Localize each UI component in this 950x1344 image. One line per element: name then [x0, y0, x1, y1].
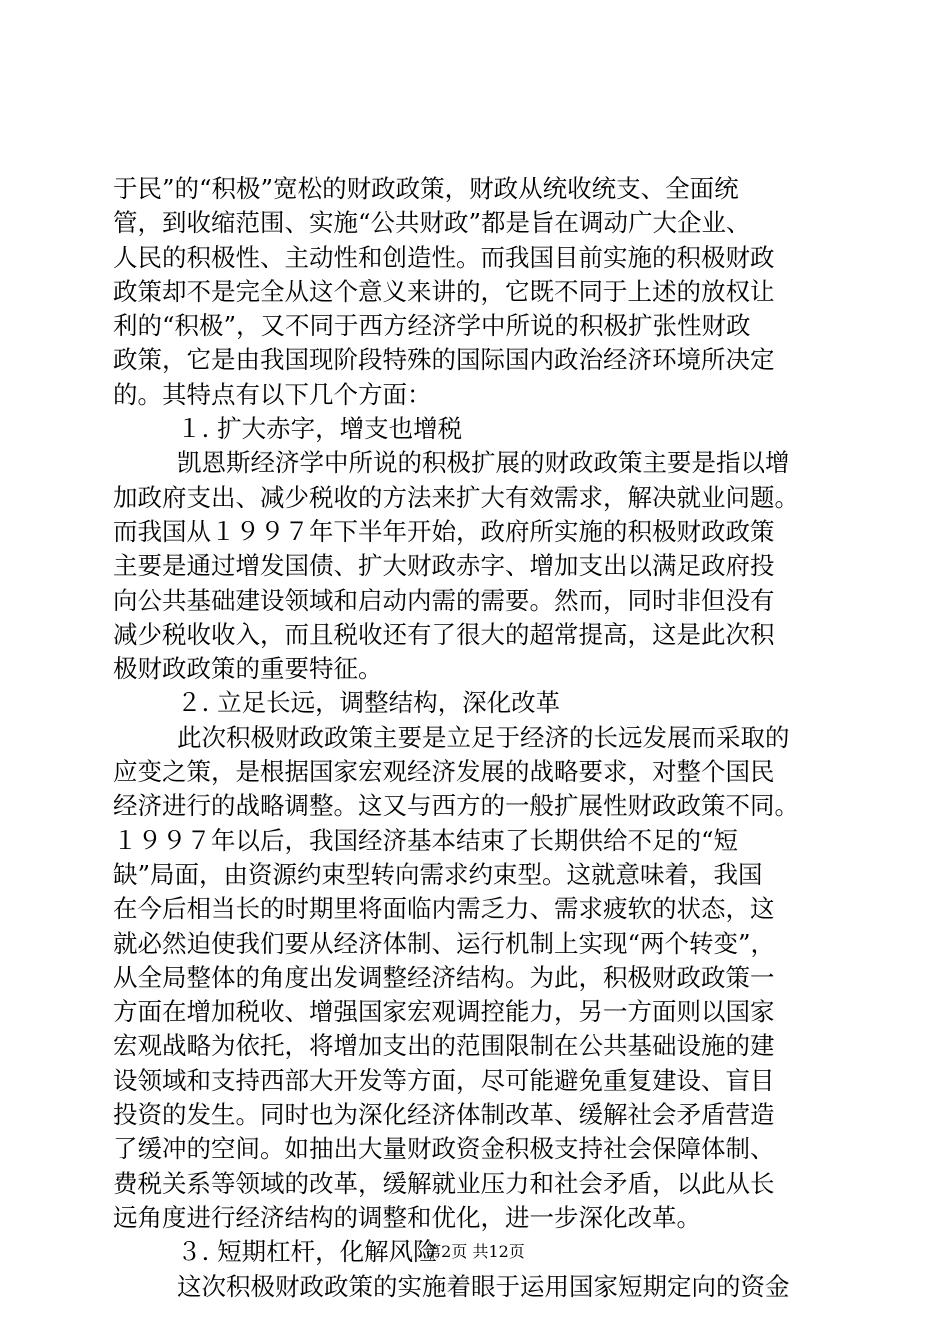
text-line: 政策，它是由我国现阶段特殊的国际国内政治经济环境所决定 [113, 345, 775, 375]
text-line: 经济进行的战略调整。这又与西方的一般扩展性财政政策不同。 [113, 791, 799, 821]
text-line: 宏观战略为依托，将增加支出的范围限制在公共基础设施的建 [113, 1031, 775, 1061]
text-line: 缺”局面，由资源约束型转向需求约束型。这就意味着，我国 [113, 859, 763, 889]
page-number-footer: 第2页 共12页 [425, 1242, 525, 1261]
text-line: 极财政政策的重要特征。 [113, 654, 383, 684]
text-line: 远角度进行经济结构的调整和优化，进一步深化改革。 [113, 1202, 701, 1232]
text-line: 人民的积极性、主动性和创造性。而我国目前实施的积极财政 [113, 242, 775, 272]
text-line: 此次积极财政政策主要是立足于经济的长远发展而采取的 [177, 722, 790, 752]
text-line: 这次积极财政政策的实施着眼于运用国家短期定向的资金 [177, 1271, 790, 1301]
text-line: 费税关系等领域的改革，缓解就业压力和社会矛盾，以此从长 [113, 1168, 775, 1198]
text-line: 政策却不是完全从这个意义来讲的，它既不同于上述的放权让 [113, 276, 775, 306]
text-line: 就必然迫使我们要从经济体制、运行机制上实现“两个转变”， [113, 928, 776, 958]
text-line: 从全局整体的角度出发调整经济结构。为此，积极财政政策一 [113, 962, 775, 992]
section-heading: ３. 短期杠杆，化解风险 [177, 1237, 438, 1267]
text-line: 减少税收收入，而且税收还有了很大的超常提高，这是此次积 [113, 619, 775, 649]
text-line: 投资的发生。同时也为深化经济体制改革、缓解社会矛盾营造 [113, 1100, 775, 1130]
text-line: 而我国从１９９７年下半年开始，政府所实施的积极财政政策 [113, 516, 775, 546]
text-line: 利的“积极”，又不同于西方经济学中所说的积极扩张性财政 [113, 311, 751, 341]
text-line: 于民”的“积极”宽松的财政政策，财政从统收统支、全面统 [113, 174, 739, 203]
text-line: 的。其特点有以下几个方面： [113, 379, 432, 409]
section-heading: ２. 立足长远，调整结构，深化改革 [177, 688, 561, 718]
text-line: 在今后相当长的时期里将面临内需乏力、需求疲软的状态，这 [113, 894, 775, 924]
text-line: 应变之策，是根据国家宏观经济发展的战略要求，对整个国民 [113, 757, 775, 787]
text-line: １９９７年以后，我国经济基本结束了长期供给不足的“短 [113, 825, 739, 855]
text-line: 管，到收缩范围、实施“公共财政”都是旨在调动广大企业、 [113, 208, 751, 238]
text-line: 加政府支出、减少税收的方法来扩大有效需求，解决就业问题。 [113, 482, 799, 512]
text-line: 了缓冲的空间。如抽出大量财政资金积极支持社会保障体制、 [113, 1134, 775, 1164]
text-line: 向公共基础建设领域和启动内需的需要。然而，同时非但没有 [113, 585, 775, 615]
text-line: 方面在增加税收、增强国家宏观调控能力，另一方面则以国家 [113, 997, 775, 1027]
section-heading: １. 扩大赤字，增支也增税 [177, 414, 463, 444]
text-line: 凯恩斯经济学中所说的积极扩展的财政政策主要是指以增 [177, 448, 790, 478]
document-body [113, 172, 833, 1304]
text-line: 设领域和支持西部大开发等方面，尽可能避免重复建设、盲目 [113, 1065, 775, 1095]
text-line: 主要是通过增发国债、扩大财政赤字、增加支出以满足政府投 [113, 551, 775, 581]
